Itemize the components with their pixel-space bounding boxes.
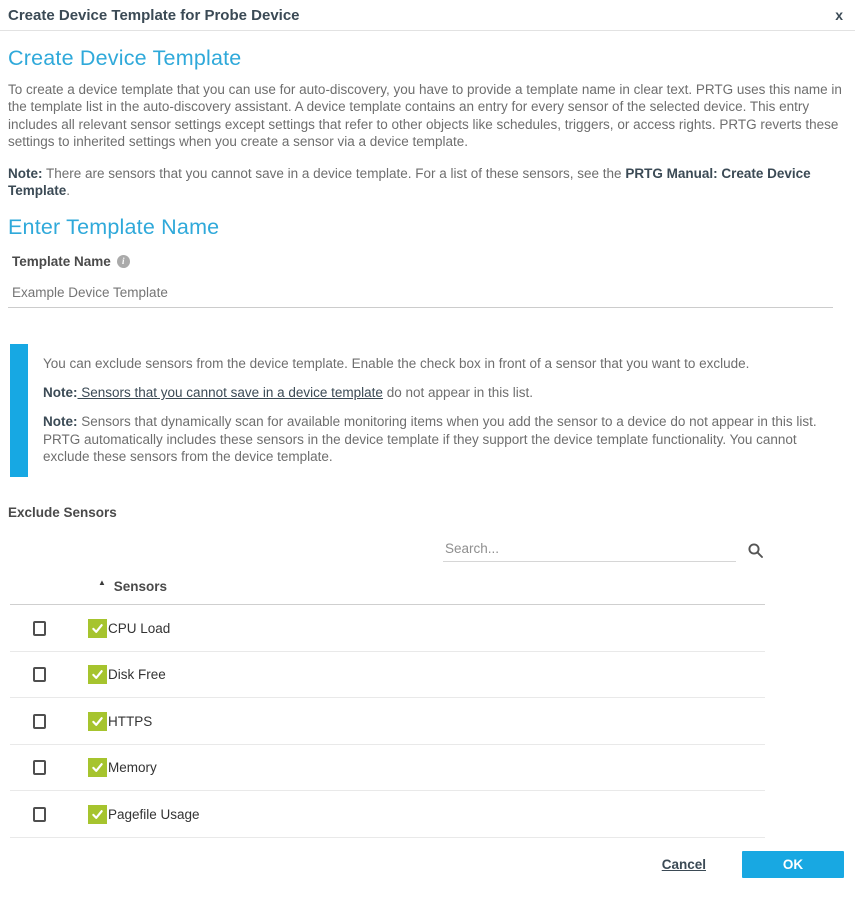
sensor-row <box>10 791 765 838</box>
sensor-row <box>10 605 765 652</box>
search-icon[interactable] <box>747 542 764 559</box>
cancel-button[interactable]: Cancel <box>661 856 706 872</box>
dialog-footer <box>8 851 844 878</box>
sensor-row <box>10 698 765 745</box>
exclude-checkbox[interactable] <box>33 714 46 729</box>
template-name-label-row <box>12 254 847 269</box>
info-icon[interactable]: i <box>117 255 130 268</box>
prtg-manual-link[interactable]: PRTG Manual: Create Device Template <box>8 166 811 199</box>
sensor-ok-icon <box>88 712 107 731</box>
table-header <box>10 579 765 605</box>
sensors-table <box>10 539 765 838</box>
info-note-label-1: Note: <box>43 385 78 401</box>
note-text: There are sensors that you cannot save in a device template. For a list of these sensors, see the <box>42 166 626 182</box>
exclude-checkbox[interactable] <box>33 807 46 822</box>
sensor-row <box>10 652 765 699</box>
ok-button[interactable]: OK <box>742 851 844 878</box>
sensor-ok-icon <box>88 619 107 638</box>
info-note-label-2: Note: <box>43 414 78 430</box>
info-box-line-2 <box>43 384 817 401</box>
exclude-checkbox[interactable] <box>33 760 46 775</box>
intro-paragraph: To create a device template that you can use for auto-discovery, you have to provide a template name in clear text. PRTG uses this name in the template list in the auto-discovery assistant. A device template contains an entry for every sensor of the selected device. This entry includes all relevant sensor settings except settings that refer to other objects like schedules, triggers, or access rights. PRTG reverts these settings to inherited settings when you create a sensor via a device template. <box>8 82 842 149</box>
cannot-save-sensors-link[interactable]: Sensors that you cannot save in a device template <box>77 385 383 401</box>
dialog-title: Create Device Template for Probe Device <box>8 6 300 24</box>
info-note-text-2: Sensors that dynamically scan for available monitoring items when you add the sensor to a device do not appear in this list. PRTG automatically includes these sensors in the device template if they support the device template functionality. You cannot exclude these sensors from the device template. <box>43 414 817 464</box>
sensor-name: Disk Free <box>108 667 166 683</box>
exclude-sensors-label: Exclude Sensors <box>8 505 117 521</box>
info-note-rest: do not appear in this list. <box>382 385 534 401</box>
template-name-input[interactable] <box>8 279 833 308</box>
exclude-checkbox[interactable] <box>33 667 46 682</box>
info-box-line-1: You can exclude sensors from the device template. Enable the check box in front of a sensor that you want to exclude. <box>43 355 750 371</box>
manual-note <box>8 165 847 200</box>
note-suffix: . <box>66 183 71 199</box>
create-template-heading: Create Device Template <box>8 46 242 70</box>
sensor-name: Pagefile Usage <box>108 806 200 822</box>
enter-template-name-heading: Enter Template Name <box>8 214 220 239</box>
exclude-checkbox[interactable] <box>33 621 46 636</box>
dialog-titlebar <box>0 0 855 31</box>
info-box <box>10 344 837 477</box>
sensor-ok-icon <box>88 805 107 824</box>
info-box-line-3 <box>43 413 817 465</box>
note-label: Note: <box>8 166 43 182</box>
sort-ascending-icon[interactable]: ▲ <box>98 578 106 588</box>
close-icon[interactable]: x <box>835 7 843 23</box>
sensor-name: Memory <box>108 760 157 776</box>
sensor-ok-icon <box>88 758 107 777</box>
sensor-name: CPU Load <box>108 620 171 636</box>
sensor-ok-icon <box>88 665 107 684</box>
sensor-name: HTTPS <box>108 713 153 729</box>
search-input[interactable] <box>443 539 736 562</box>
sensor-row <box>10 745 765 792</box>
search-row <box>10 539 765 562</box>
template-name-label: Template Name <box>12 253 111 269</box>
column-header-sensors[interactable]: Sensors <box>113 579 167 595</box>
